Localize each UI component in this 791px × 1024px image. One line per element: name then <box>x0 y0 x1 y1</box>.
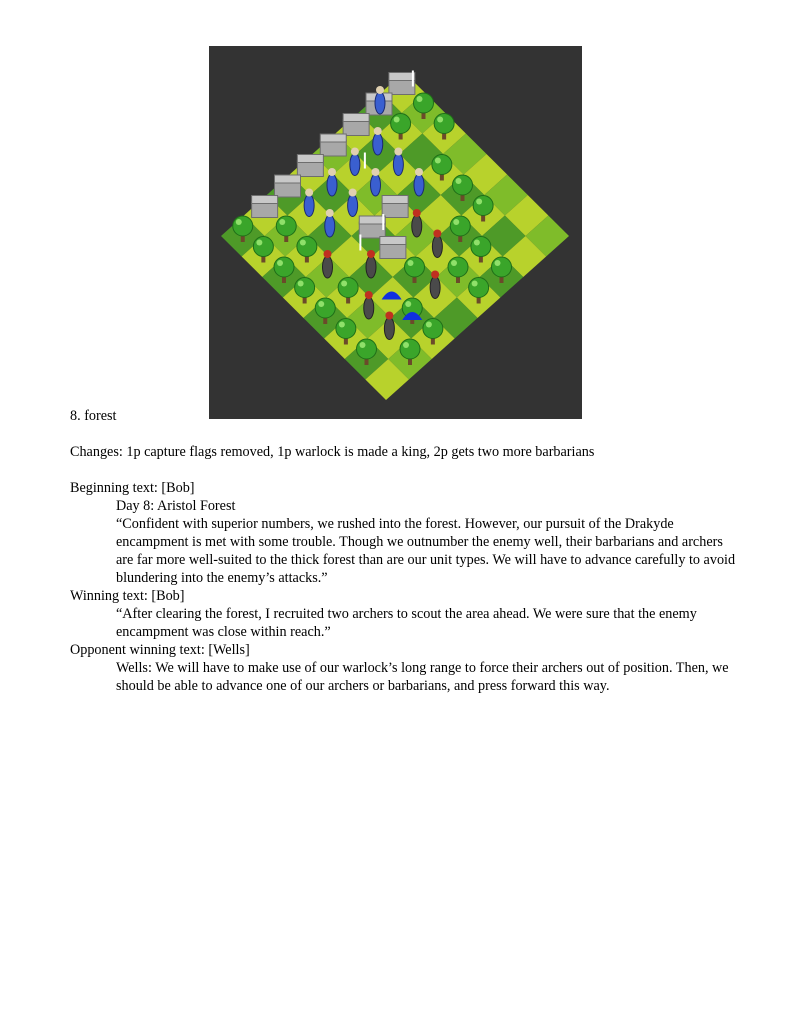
tree-icon <box>297 237 317 257</box>
p1-unit-head <box>351 148 359 156</box>
changes-line: Changes: 1p capture flags removed, 1p warlock is made a king, 2p gets two more barbarians <box>70 444 595 460</box>
p2-unit-icon <box>430 277 440 299</box>
tree-highlight <box>279 219 285 225</box>
tree-icon <box>473 196 493 216</box>
tree-icon <box>434 114 454 134</box>
tree-highlight <box>236 219 242 225</box>
beginning-heading: Day 8: Aristol Forest <box>116 498 236 514</box>
p1-unit-head <box>328 168 336 176</box>
tree-highlight <box>360 342 366 348</box>
tree-highlight <box>426 322 432 328</box>
tree-highlight <box>451 260 457 266</box>
tree-icon <box>405 257 425 277</box>
tree-highlight <box>394 117 400 123</box>
tree-icon <box>450 216 470 236</box>
p1-unit-icon <box>304 195 314 217</box>
p2-unit-icon <box>323 256 333 278</box>
tree-icon <box>391 114 411 134</box>
beginning-label: Beginning text: [Bob] <box>70 480 195 496</box>
tree-highlight <box>318 301 324 307</box>
p2-unit-head <box>367 250 375 258</box>
wall-top <box>320 134 346 142</box>
tree-icon <box>471 237 491 257</box>
tree-icon <box>233 216 253 236</box>
tree-highlight <box>435 158 441 164</box>
opponent-quote: Wells: We will have to make use of our warlock’s long range to force their archers out of position. Then, we should be able to advance one of our archers or barbarians, and press forward this way. <box>116 660 729 694</box>
p2-unit-head <box>433 230 441 238</box>
p1-unit-icon <box>375 92 385 114</box>
tree-icon <box>338 278 358 298</box>
tree-highlight <box>300 240 306 246</box>
tree-icon <box>423 319 443 339</box>
level-title: 8. forest <box>70 408 117 424</box>
p2-unit-icon <box>366 256 376 278</box>
p1-unit-icon <box>393 154 403 176</box>
p2-unit-icon <box>412 215 422 237</box>
tree-icon <box>432 155 452 175</box>
tree-icon <box>414 93 434 113</box>
tree-highlight <box>403 342 409 348</box>
p1-unit-head <box>374 127 382 135</box>
p2-unit-head <box>431 271 439 279</box>
tree-highlight <box>256 240 262 246</box>
p1-unit-head <box>394 148 402 156</box>
p1-unit-icon <box>373 133 383 155</box>
p2-unit-icon <box>432 236 442 258</box>
wall-top <box>297 155 323 163</box>
tree-highlight <box>474 240 480 246</box>
tree-icon <box>276 216 296 236</box>
tree-icon <box>448 257 468 277</box>
beginning-quote: “Confident with superior numbers, we rushed into the forest. However, our pursuit of the Drakyde encampment is met with some trouble. Though we outnumber the enemy well, their barbarians and archers are far more well-suited to the thick forest than are our unit types. We will have to advance carefully to avoid blundering into the enemy’s attacks.” <box>116 516 736 586</box>
p1-unit-head <box>326 209 334 217</box>
tree-highlight <box>277 260 283 266</box>
tree-highlight <box>405 301 411 307</box>
tree-icon <box>295 278 315 298</box>
tree-highlight <box>298 281 304 287</box>
tree-icon <box>253 237 273 257</box>
p1-unit-head <box>415 168 423 176</box>
tree-highlight <box>341 281 347 287</box>
winning-label: Winning text: [Bob] <box>70 588 185 604</box>
tree-icon <box>492 257 512 277</box>
tree-highlight <box>453 219 459 225</box>
p1-unit-head <box>376 86 384 94</box>
tree-highlight <box>472 281 478 287</box>
p1-unit-icon <box>325 215 335 237</box>
p2-unit-head <box>385 312 393 320</box>
winning-quote: “After clearing the forest, I recruited two archers to scout the area ahead. We were sure that the enemy encampment was close within reach.” <box>116 606 697 640</box>
forest-map-screenshot <box>209 46 582 419</box>
tree-highlight <box>437 117 443 123</box>
isometric-board <box>209 46 582 419</box>
p1-unit-icon <box>327 174 337 196</box>
tree-icon <box>469 278 489 298</box>
wall-top <box>359 216 385 224</box>
tree-highlight <box>456 178 462 184</box>
tree-highlight <box>495 260 501 266</box>
tree-icon <box>400 339 420 359</box>
tree-icon <box>315 298 335 318</box>
p1-unit-head <box>305 189 313 197</box>
p1-unit-icon <box>371 174 381 196</box>
opponent-label: Opponent winning text: [Wells] <box>70 642 250 658</box>
p2-unit-icon <box>384 318 394 340</box>
tree-icon <box>274 257 294 277</box>
wall-top <box>389 73 415 81</box>
tree-icon <box>453 175 473 195</box>
wall-top <box>382 196 408 204</box>
wall-top <box>252 196 278 204</box>
tree-icon <box>336 319 356 339</box>
p1-unit-head <box>372 168 380 176</box>
p1-unit-head <box>349 189 357 197</box>
tree-highlight <box>339 322 345 328</box>
p1-unit-icon <box>414 174 424 196</box>
tree-highlight <box>476 199 482 205</box>
p2-unit-head <box>365 291 373 299</box>
p2-unit-head <box>413 209 421 217</box>
p1-unit-icon <box>348 195 358 217</box>
tree-highlight <box>408 260 414 266</box>
p1-unit-icon <box>350 154 360 176</box>
tree-icon <box>357 339 377 359</box>
wall-top <box>275 175 301 183</box>
p2-unit-head <box>324 250 332 258</box>
wall-top <box>380 237 406 245</box>
tree-highlight <box>417 96 423 102</box>
wall-top <box>343 114 369 122</box>
p2-unit-icon <box>364 297 374 319</box>
